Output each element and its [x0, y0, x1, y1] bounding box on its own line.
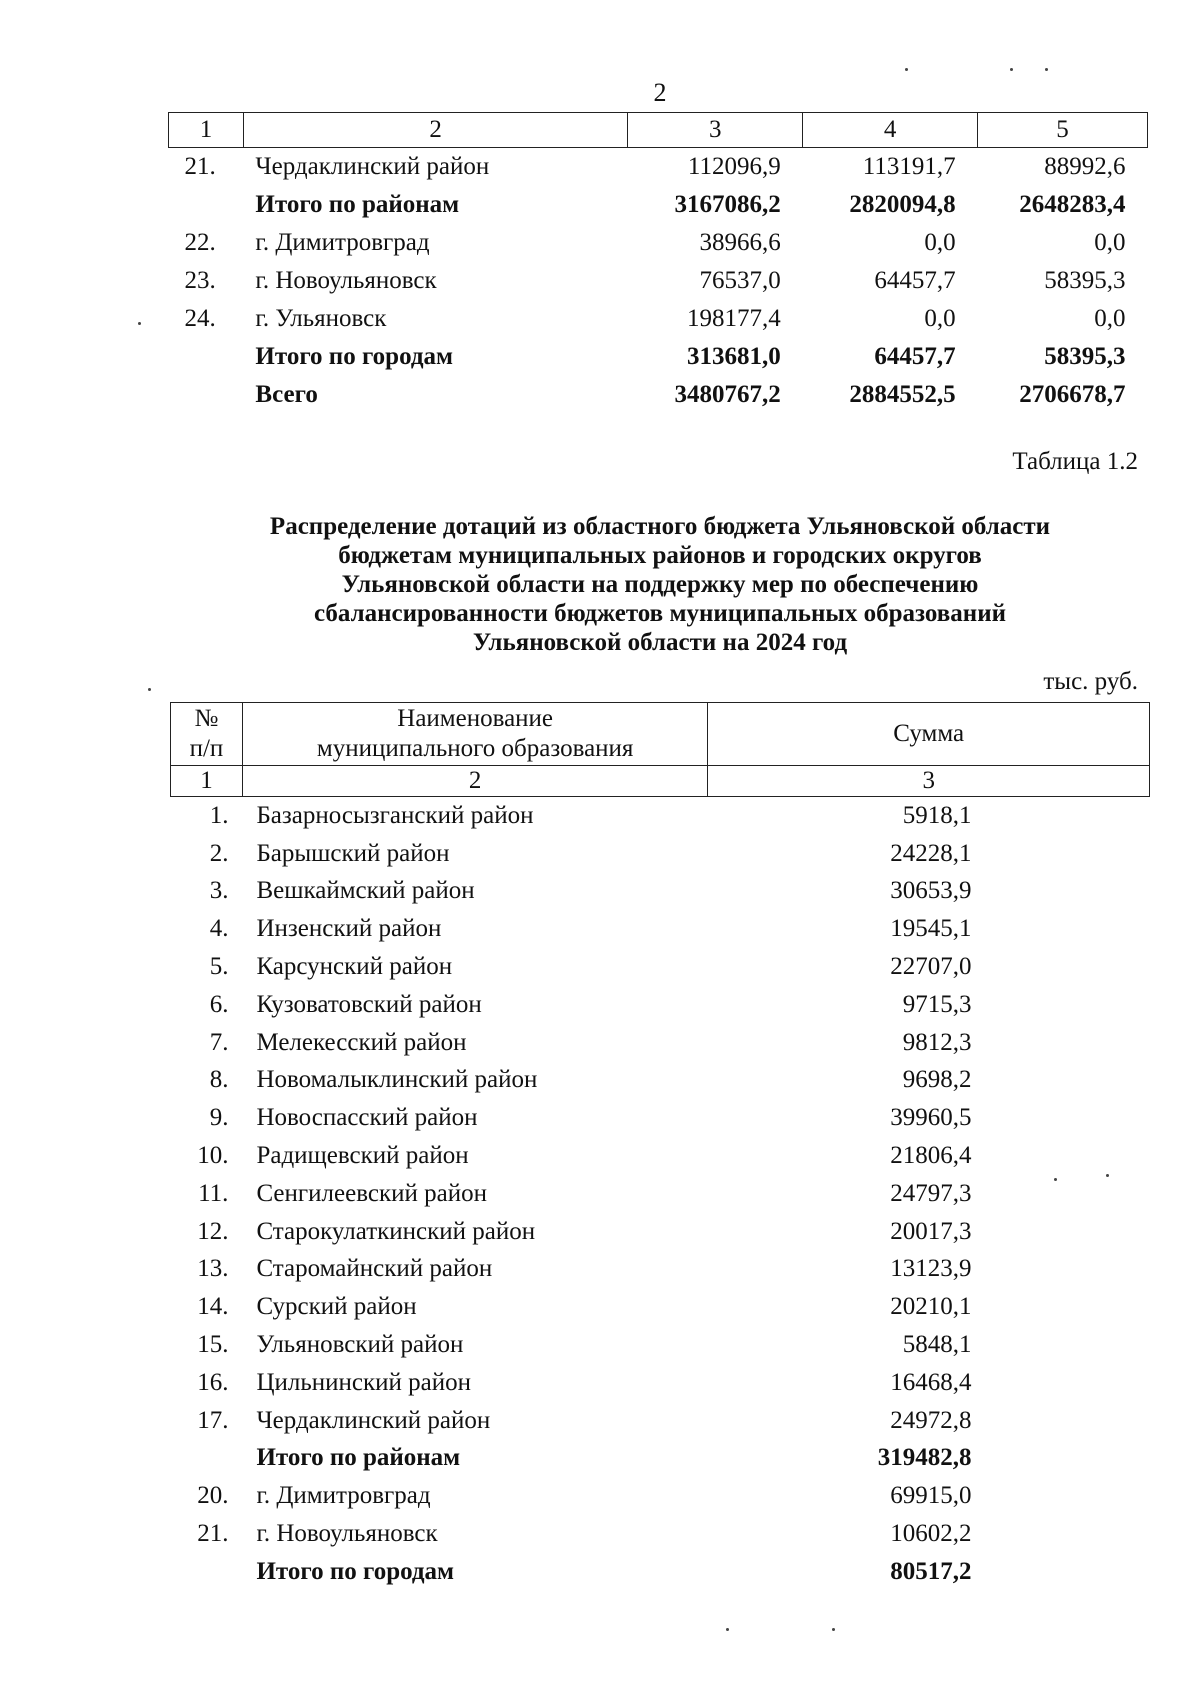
row-sum: 24228,1 — [890, 839, 972, 867]
table-1-row — [169, 186, 1148, 224]
row-name: Чердаклинский район — [255, 153, 490, 180]
row-index: 13. — [197, 1255, 229, 1283]
row-index — [169, 338, 244, 376]
row-index: 10. — [197, 1142, 229, 1170]
row-index: 23. — [184, 267, 216, 294]
column-number-1: 1 — [171, 766, 243, 797]
row-sum: 69915,0 — [890, 1482, 972, 1510]
row-name: Вешкаймский район — [256, 877, 475, 905]
table-2-header-row — [171, 703, 1150, 766]
table-2-row — [171, 1553, 1150, 1591]
table-2-row — [171, 1175, 1150, 1213]
table-2-row — [171, 1440, 1150, 1478]
row-sum: 24797,3 — [890, 1179, 972, 1207]
column-number-2: 2 — [242, 766, 707, 797]
table-2-row — [171, 1364, 1150, 1402]
row-sum: 13123,9 — [890, 1255, 972, 1283]
title-line: Ульяновской области на 2024 год — [472, 629, 848, 656]
table-2-row — [171, 1213, 1150, 1251]
title-line: сбалансированности бюджетов муниципальных образований — [313, 600, 1007, 627]
table-2-column-number-row — [171, 766, 1150, 797]
row-name: Мелекесский район — [256, 1028, 467, 1056]
row-sum: 16468,4 — [890, 1368, 972, 1396]
table-1-header-col-3: 3 — [628, 113, 803, 148]
row-name: г. Новоульяновск — [256, 1520, 438, 1548]
table-1-row — [169, 224, 1148, 262]
row-index: 15. — [197, 1331, 229, 1359]
title-line: Ульяновской области на поддержку мер по обеспечению — [341, 571, 979, 598]
row-sum: 9715,3 — [902, 990, 972, 1018]
row-sum: 21806,4 — [890, 1142, 972, 1170]
column-number-3: 3 — [708, 766, 1150, 797]
row-value-3: 198177,4 — [686, 305, 781, 332]
row-name: г. Димитровград — [255, 229, 430, 256]
table-1-row — [169, 262, 1148, 300]
row-name: Итого по районам — [256, 1444, 461, 1472]
row-value-4: 64457,7 — [874, 343, 956, 370]
header-name-line-2: муниципального образования — [316, 735, 634, 762]
scan-speck — [726, 1628, 729, 1631]
row-index: 17. — [197, 1406, 229, 1434]
title-line: Распределение дотаций из областного бюджета Ульяновской области — [269, 513, 1051, 540]
row-sum: 5918,1 — [902, 801, 972, 829]
row-name: Кузоватовский район — [256, 990, 482, 1018]
table-2-row — [171, 1099, 1150, 1137]
row-index: 5. — [209, 953, 229, 981]
scan-speck — [832, 1628, 835, 1631]
row-value-5: 0,0 — [1094, 305, 1126, 332]
row-index — [169, 376, 244, 414]
header-pp: п/п — [189, 735, 224, 762]
table-1-row — [169, 376, 1148, 414]
row-value-4: 64457,7 — [874, 267, 956, 294]
row-value-5: 2648283,4 — [1019, 191, 1126, 218]
header-number-cell — [171, 703, 243, 766]
table-2-row — [171, 1137, 1150, 1175]
table-1-header-col-5: 5 — [978, 113, 1148, 148]
row-name: Цильнинский район — [256, 1368, 471, 1396]
row-sum: 5848,1 — [902, 1331, 972, 1359]
row-value-5: 58395,3 — [1044, 267, 1126, 294]
row-index: 3. — [209, 877, 229, 905]
row-value-5: 0,0 — [1094, 229, 1126, 256]
row-name: Всего — [255, 381, 318, 408]
row-name: Итого по районам — [255, 191, 460, 218]
row-index: 21. — [184, 153, 216, 180]
table-2-row — [171, 1062, 1150, 1100]
row-index — [171, 1553, 243, 1591]
row-value-3: 38966,6 — [699, 229, 781, 256]
table-2 — [170, 702, 1150, 1591]
table-2-row — [171, 873, 1150, 911]
table-2-title — [150, 512, 1170, 657]
row-sum: 9812,3 — [902, 1028, 972, 1056]
row-index: 20. — [197, 1482, 229, 1510]
row-value-3: 3480767,2 — [674, 381, 781, 408]
header-number-sign: № — [194, 705, 219, 732]
row-sum: 319482,8 — [877, 1444, 972, 1472]
row-name: г. Димитровград — [256, 1482, 431, 1510]
row-sum: 20017,3 — [890, 1217, 972, 1245]
row-value-4: 0,0 — [924, 305, 956, 332]
row-sum: 20210,1 — [890, 1293, 972, 1321]
scan-speck — [138, 322, 141, 325]
row-value-5: 88992,6 — [1044, 153, 1126, 180]
row-sum: 9698,2 — [902, 1066, 972, 1094]
row-name: Сурский район — [256, 1293, 417, 1321]
table-1-header-col-1: 1 — [169, 113, 244, 148]
row-sum: 39960,5 — [890, 1104, 972, 1132]
row-name: Инзенский район — [256, 915, 442, 943]
row-index — [169, 186, 244, 224]
row-index: 16. — [197, 1368, 229, 1396]
table-2-row — [171, 1024, 1150, 1062]
table-1-header-col-2: 2 — [243, 113, 627, 148]
row-value-3: 112096,9 — [687, 153, 781, 180]
row-name: Итого по городам — [255, 343, 454, 370]
row-name: Радищевский район — [256, 1142, 469, 1170]
table-2-row — [171, 1288, 1150, 1326]
row-value-4: 113191,7 — [862, 153, 956, 180]
table-2-row — [171, 1477, 1150, 1515]
row-name: г. Ульяновск — [255, 305, 387, 332]
table-1-body — [169, 148, 1148, 415]
row-index: 21. — [197, 1520, 229, 1548]
row-sum: 30653,9 — [890, 877, 972, 905]
scan-speck — [148, 688, 151, 691]
table-2-row — [171, 1326, 1150, 1364]
row-sum: 10602,2 — [890, 1520, 972, 1548]
row-name: Чердаклинский район — [256, 1406, 491, 1434]
row-name: Ульяновский район — [256, 1331, 464, 1359]
table-1-row — [169, 300, 1148, 338]
row-index: 6. — [209, 990, 229, 1018]
scan-speck — [1054, 1178, 1057, 1181]
page-number: 2 — [653, 78, 667, 107]
row-index: 4. — [209, 915, 229, 943]
row-index: 7. — [209, 1028, 229, 1056]
row-index: 2. — [209, 839, 229, 867]
scan-speck — [905, 68, 908, 71]
header-sum-cell: Сумма — [708, 703, 1150, 766]
row-value-4: 2820094,8 — [849, 191, 956, 218]
row-name: Новоспасский район — [256, 1104, 478, 1132]
table-2-row — [171, 910, 1150, 948]
row-index: 24. — [184, 305, 216, 332]
table-2-body — [171, 797, 1150, 1591]
table-2-row — [171, 835, 1150, 873]
table-2-row — [171, 986, 1150, 1024]
row-name: Новомалыклинский район — [256, 1066, 538, 1094]
table-2-row — [171, 948, 1150, 986]
header-name-line-1: Наименование — [397, 705, 554, 732]
table-2-row — [171, 1515, 1150, 1553]
row-sum: 24972,8 — [890, 1406, 972, 1434]
scan-speck — [1106, 1174, 1109, 1177]
row-index: 11. — [198, 1179, 229, 1207]
table-2-row — [171, 797, 1150, 835]
row-name: Сенгилеевский район — [256, 1179, 487, 1207]
row-index: 14. — [197, 1293, 229, 1321]
row-index: 12. — [197, 1217, 229, 1245]
row-index: 22. — [184, 229, 216, 256]
row-sum: 19545,1 — [890, 915, 972, 943]
header-name-cell — [242, 703, 707, 766]
unit-label: тыс. руб. — [1043, 668, 1138, 695]
table-2-row — [171, 1251, 1150, 1289]
table-2-row — [171, 1402, 1150, 1440]
row-value-4: 0,0 — [924, 229, 956, 256]
row-name: Барышский район — [256, 839, 450, 867]
row-value-5: 2706678,7 — [1019, 381, 1126, 408]
table-1-header-row — [169, 113, 1148, 148]
table-1-row — [169, 338, 1148, 376]
row-name: Карсунский район — [256, 953, 453, 981]
row-index: 1. — [209, 801, 229, 829]
row-value-4: 2884552,5 — [849, 381, 956, 408]
row-sum: 80517,2 — [890, 1557, 972, 1585]
row-value-3: 76537,0 — [699, 267, 781, 294]
row-value-3: 313681,0 — [686, 343, 781, 370]
row-sum: 22707,0 — [890, 953, 972, 981]
row-name: Базарносызганский район — [256, 801, 534, 829]
table-1-continuation — [168, 112, 1148, 414]
scan-speck — [1010, 68, 1013, 71]
row-index: 9. — [209, 1104, 229, 1132]
row-value-5: 58395,3 — [1044, 343, 1126, 370]
title-line: бюджетам муниципальных районов и городских округов — [338, 542, 982, 569]
row-index — [171, 1440, 243, 1478]
table-reference: Таблица 1.2 — [1012, 448, 1138, 475]
row-name: г. Новоульяновск — [255, 267, 437, 294]
row-index: 8. — [209, 1066, 229, 1094]
scan-speck — [1045, 68, 1048, 71]
row-value-3: 3167086,2 — [674, 191, 781, 218]
row-name: Старокулаткинский район — [256, 1217, 536, 1245]
row-name: Старомайнский район — [256, 1255, 493, 1283]
table-1-header-col-4: 4 — [803, 113, 978, 148]
row-name: Итого по городам — [256, 1557, 455, 1585]
table-1-row — [169, 148, 1148, 187]
